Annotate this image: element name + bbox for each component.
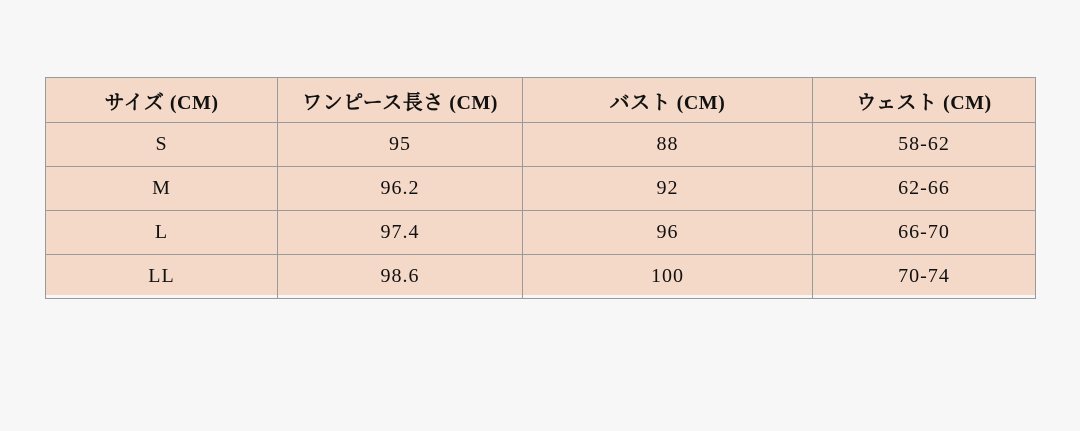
column-header-bust: バスト (CM) — [523, 78, 813, 123]
cell-waist: 66-70 — [813, 211, 1036, 255]
cell-bust: 92 — [523, 167, 813, 211]
cell-dress-length: 95 — [278, 123, 523, 167]
column-header-size: サイズ (CM) — [46, 78, 278, 123]
table-header — [46, 78, 1036, 123]
table-row — [46, 211, 1036, 255]
column-header-waist: ウェスト (CM) — [813, 78, 1036, 123]
cell-size: L — [46, 211, 278, 255]
column-header-dress-length: ワンピース長さ (CM) — [278, 78, 523, 123]
cell-waist: 58-62 — [813, 123, 1036, 167]
cell-waist: 70-74 — [813, 255, 1036, 299]
cell-bust: 100 — [523, 255, 813, 299]
cell-bust: 88 — [523, 123, 813, 167]
table-row — [46, 123, 1036, 167]
cell-waist: 62-66 — [813, 167, 1036, 211]
table-row — [46, 167, 1036, 211]
cell-dress-length: 97.4 — [278, 211, 523, 255]
cell-size: M — [46, 167, 278, 211]
table-row — [46, 255, 1036, 299]
table-header-row — [46, 78, 1036, 123]
cell-bust: 96 — [523, 211, 813, 255]
cell-dress-length: 96.2 — [278, 167, 523, 211]
table-body — [46, 123, 1036, 299]
size-chart-table — [45, 77, 1036, 299]
cell-size: S — [46, 123, 278, 167]
cell-dress-length: 98.6 — [278, 255, 523, 299]
cell-size: LL — [46, 255, 278, 299]
